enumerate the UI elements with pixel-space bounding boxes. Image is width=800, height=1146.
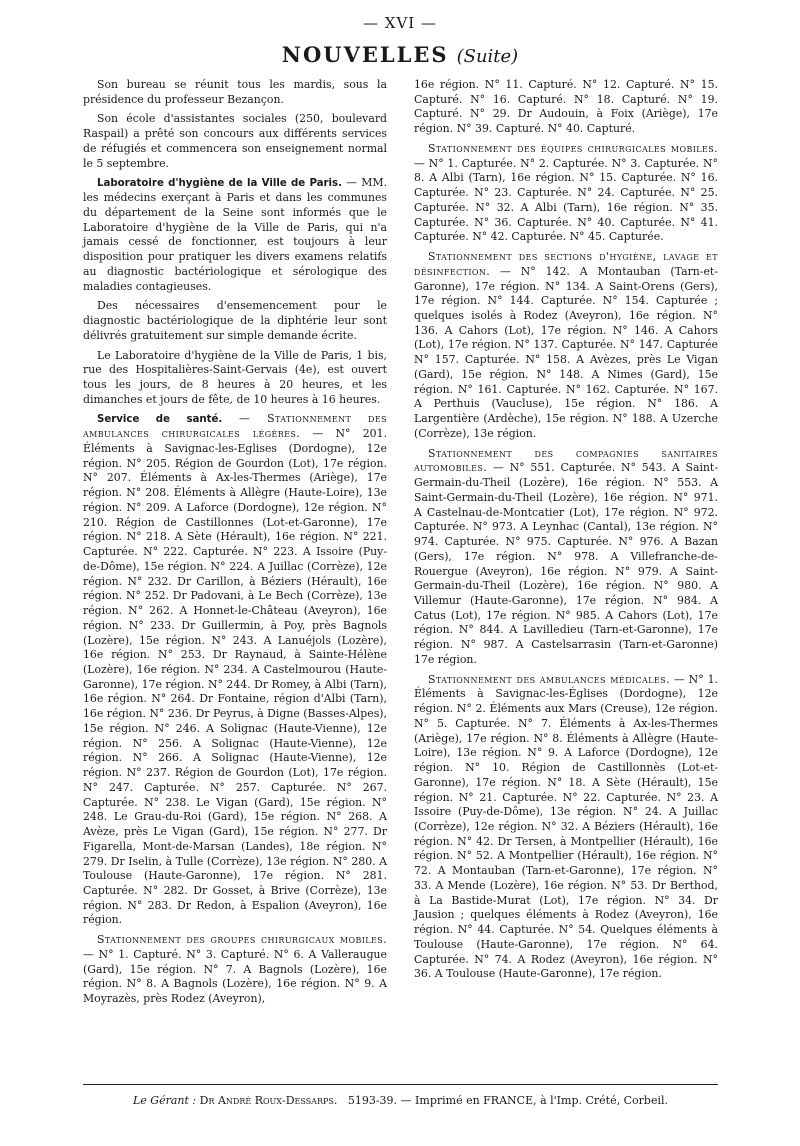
sections-hygiene-body: — N° 142. A Montauban (Tarn-et-Garonne), 17e région. N° 134. A Saint-Orens (Gers), 17e région. N° 144. Capturée. N° 154. Capturée ; quelques isolés à Rodez (Aveyron), 16e région. N° 136. A Cahors (Lot), 17e région. N° 146. A Cahors (Lot), 17e région. N° 137. Capturée. N° 147. Capturée N° 157. Capturée. N° 158. A Avèzes, près Le Vigan (Gard), 15e région. N° 148. A Nimes (Gard), 15e région. N° 161. Capturée. N° 162. Capturée. N° 167. A Perthuis (Vaucluse), 15e région. N° 186. A Largentière (Ardèche), 15e région. N° 188. A Uzerche (Corrèze), 13e région. (414, 264, 718, 440)
footer-divider (83, 1084, 718, 1085)
title-main: NOUVELLES (281, 42, 449, 67)
compagnies-sanitaires-heading: Stationnement des compagnies sanitaires automobiles. (414, 446, 718, 475)
ambulances-medicales-heading: Stationnement des ambulances médicales. (428, 672, 670, 686)
paragraph-bureau: Son bureau se réunit tous les mardis, sous la présidence du professeur Bezançon. (83, 78, 387, 106)
groupes-chirurgicaux-heading: Stationnement des groupes chirurgicaux mobiles. (97, 933, 387, 947)
ambulances-legeres-heading: — Stationnement des ambulances chirurgicales légères. (83, 412, 387, 441)
groupes-chirurgicaux-body: — N° 1. Capturé. N° 3. Capturé. N° 6. A Valleraugue (Gard), 15e région. N° 7. A Bagnols (Lozère), 16e région. N° 8. A Bagnols (Lozère), 16e région. N° 9. A Moyrazès, près Rodez (Aveyron), (83, 947, 387, 1006)
print-info: 5193-39. — Imprimé en FRANCE, à l'Imp. Crété, Corbeil. (347, 1094, 668, 1107)
laboratoire-heading: Laboratoire d'hygiène de la Ville de Paris. (97, 178, 342, 190)
paragraph-equipes-chirurgicales (414, 142, 718, 245)
page-number: — XVI — (363, 14, 437, 32)
paragraph-compagnies-sanitaires (414, 447, 718, 668)
imprint-footer (83, 1094, 718, 1107)
title-suffix: (Suite) (456, 46, 519, 67)
service-sante-heading: Service de santé. (97, 414, 223, 426)
paragraph-ecole: Son école d'assistantes sociales (250, boulevard Raspail) a prêté son concours aux différents services de réfugiés et commencera son enseignement normal le 5 septembre. (83, 112, 387, 170)
paragraph-horaires: Le Laboratoire d'hygiène de la Ville de Paris, 1 bis, rue des Hospitalières-Saint-Gervais (4e), est ouvert tous les jours, de 8 heures à 20 heures, et les dimanches et jours de fête, de 10 heures à 16 heures. (83, 348, 387, 406)
equipes-chirurgicales-body: — N° 1. Capturée. N° 2. Capturée. N° 3. Capturée. N° 8. A Albi (Tarn), 16e région. N° 15. Capturée. N° 16. Capturée. N° 23. Capturée. N° 24. Capturée. N° 25. Capturée. N° 32. A Albi (Tarn), 16e région. N° 35. Capturée. N° 36. Capturée. N° 40. Capturée. N° 41. Capturée. N° 42. Capturée. N° 45. Capturée. (414, 156, 718, 244)
compagnies-sanitaires-body: — N° 551. Capturée. N° 543. A Saint-Germain-du-Theil (Lozère), 16e région. N° 553. A Saint-Germain-du-Theil (Lozère), 16e région. N° 971. A Castelnau-de-Montcatier (Lot), 17e région. N° 972. Capturée. N° 973. A Leynhac (Cantal), 13e région. N° 974. Capturée. N° 975. Capturée. N° 976. A Bazan (Gers), 17e région. N° 978. A Villefranche-de-Rouergue (Aveyron), 16e région. N° 979. A Saint-Germain-du-Theil (Lozère), 16e région. N° 980. A Villemur (Haute-Garonne), 17e région. N° 984. A Catus (Lot), 17e région. N° 985. A Cahors (Lot), 17e région. N° 844. A Lavilledieu (Tarn-et-Garonne), 17e région. N° 987. A Castelsarrasin (Tarn-et-Garonne) 17e région. (414, 461, 718, 666)
paragraph-groupes-chirurgicaux (83, 933, 387, 1007)
laboratoire-body: — MM. les médecins exerçant à Paris et dans les communes du département de la Seine sont informés que le Laboratoire d'hygiène de la Ville de Paris, qui n'a jamais cessé de fonctionner, est toujours à leur disposition pour pratiquer les divers examens relatifs au diagnostic bactériologique et sérologique des maladies contagieuses. (83, 176, 387, 293)
gerant-label: Le Gérant : (133, 1094, 197, 1107)
paragraph-ambulances-medicales (414, 673, 718, 982)
ambulances-legeres-body: — N° 201. Éléments à Savignac-les-Eglises (Dordogne), 12e région. N° 205. Région de Gourdon (Lot), 17e région. N° 207. Éléments à Ax-les-Thermes (Ariège), 17e région. N° 208. Éléments à Allègre (Haute-Loire), 13e région. N° 209. A Laforce (Dordogne), 12e région. N° 210. Région de Castillonnes (Lot-et-Garonne), 17e région. N° 218. A Sète (Hérault), 16e région. N° 221. Capturée. N° 222. Capturée. N° 223. A Issoire (Puy-de-Dôme), 15e région. N° 224. A Juillac (Corrèze), 12e région. N° 232. Dr Carillon, à Béziers (Hérault), 16e région. N° 252. Dr Padovani, à Le Bech (Corrèze), 13e région. N° 262. A Honnet-le-Château (Aveyron), 16e région. N° 233. Dr Guillermin, à Poy, près Bagnols (Lozère), 15e région. N° 243. A Lanuéjols (Lozère), 16e région. N° 253. Dr Raynaud, à Sainte-Hélène (Lozère), 16e région. N° 234. A Castelmourou (Haute-Garonne), 17e région. N° 244. Dr Romey, à Albi (Tarn), 16e région. N° 264. Dr Fontaine, région d'Albi (Tarn), 16e région. N° 236. Dr Peyrus, à Digne (Basses-Alpes), 15e région. N° 246. A Solignac (Haute-Vienne), 12e région. N° 256. A Solignac (Haute-Vienne), 12e région. N° 266. A Solignac (Haute-Vienne), 12e région. N° 237. Région de Gourdon (Lot), 17e région. N° 247. Capturée. N° 257. Capturée. N° 267. Capturée. N° 238. Le Vigan (Gard), 15e région. N° 248. Le Grau-du-Roi (Gard), 15e région. N° 268. A Avèze, près Le Vigan (Gard), 15e région. N° 277. Dr Figarella, Mont-de-Marsan (Landes), 18e région. N° 279. Dr Iselin, à Tulle (Corrèze), 13e région. N° 280. A Toulouse (Haute-Garonne), 17e région. N° 281. Capturée. N° 282. Dr Gosset, à Brive (Corrèze), 13e région. N° 283. Dr Redon, à Espalion (Aveyron), 16e région. (83, 427, 388, 927)
paragraph-sections-hygiene (414, 250, 718, 442)
right-column (414, 78, 718, 987)
left-column (83, 78, 387, 1012)
paragraph-groupes-continued: 16e région. N° 11. Capturé. N° 12. Capturé. N° 15. Capturé. N° 16. Capturé. N° 18. Capturé. N° 19. Capturé. N° 29. Dr Audouin, à Foix (Ariège), 17e région. N° 39. Capturé. N° 40. Capturé. (414, 78, 718, 136)
equipes-chirurgicales-heading: Stationnement des équipes chirurgicales mobiles. (428, 141, 718, 155)
ambulances-medicales-body: — N° 1. Éléments à Savignac-les-Églises (Dordogne), 12e région. N° 2. Éléments aux Mars (Creuse), 12e région. N° 5. Capturée. N° 7. Éléments à Ax-les-Thermes (Ariège), 17e région. N° 8. Éléments à Allègre (Haute-Loire), 13e région. N° 9. A Laforce (Dordogne), 12e région. N° 10. Région de Castillonnès (Lot-et-Garonne), 17e région. N° 18. A Sète (Hérault), 15e région. N° 21. Capturée. N° 22. Capturée. N° 23. A Issoire (Puy-de-Dôme), 13e région. N° 24. A Juillac (Corrèze), 12e région. N° 32. A Béziers (Hérault), 16e région. N° 42. Dr Tersen, à Montpellier (Hérault), 16e région. N° 52. A Montpellier (Hérault), 16e région. N° 72. A Montauban (Tarn-et-Garonne), 17e région. N° 33. A Mende (Lozère), 16e région. N° 53. Dr Berthod, à La Bastide-Murat (Lot), 17e région. N° 34. Dr Jausion ; quelques éléments à Rodez (Aveyron), 16e région. N° 44. Capturée. N° 54. Quelques éléments à Toulouse (Haute-Garonne), 17e région. N° 64. Capturée. N° 74. A Rodez (Aveyron), 16e région. N° 36. A Toulouse (Haute-Garonne), 17e région. (414, 672, 718, 981)
paragraph-service-sante (83, 412, 387, 928)
page-title (0, 42, 800, 67)
paragraph-necessaires: Des nécessaires d'ensemencement pour le diagnostic bactériologique de la diphtérie leur sont délivrés gratuitement sur simple demande écrite. (83, 299, 387, 342)
sections-hygiene-heading: Stationnement des sections d'hygiène, lavage et désinfection. (414, 250, 718, 278)
gerant-name: Dr André Roux-Dessarps. (196, 1094, 338, 1107)
paragraph-laboratoire (83, 176, 387, 294)
